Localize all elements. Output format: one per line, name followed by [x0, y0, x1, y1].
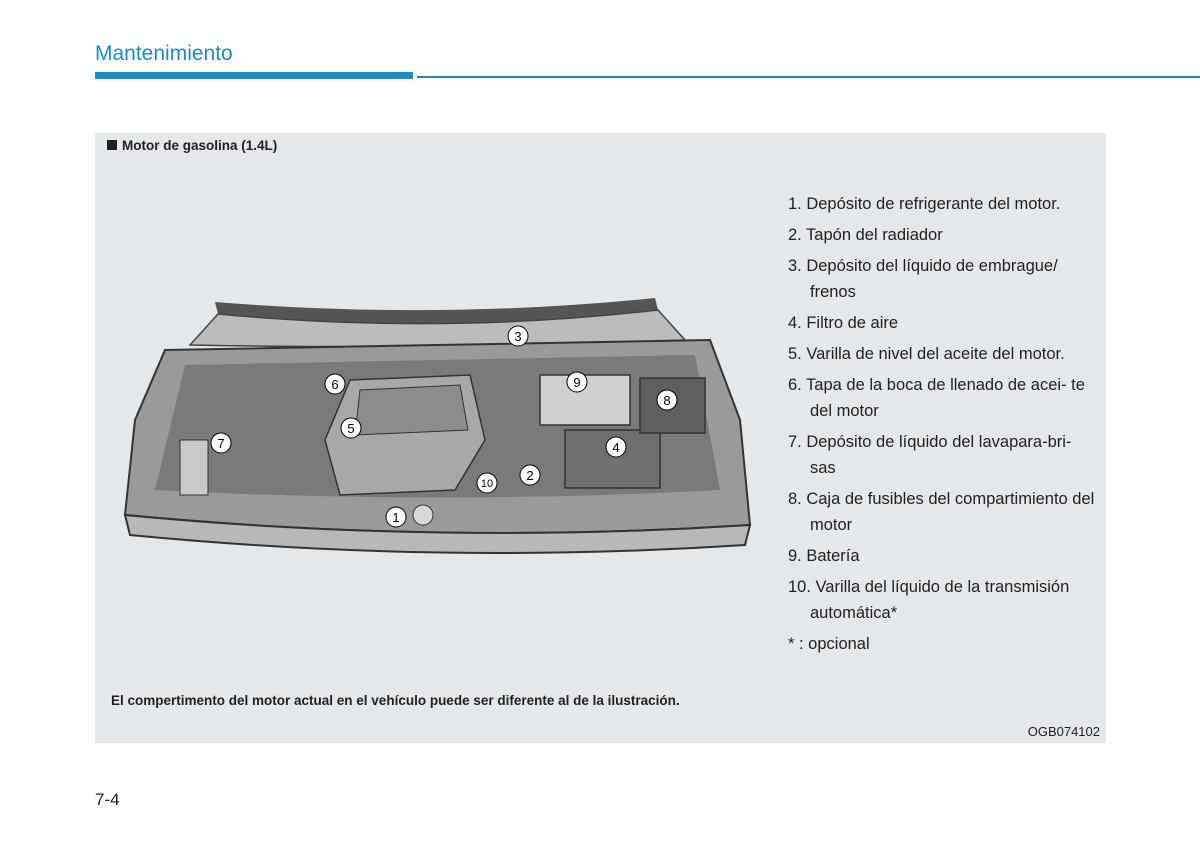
section-title: Mantenimiento [95, 42, 233, 65]
svg-text:1: 1 [392, 510, 400, 525]
legend-item: 5. Varilla de nivel del aceite del motor. [788, 345, 1065, 363]
callout-2 [520, 465, 540, 485]
callout-4 [606, 437, 626, 457]
figure-code: OGB074102 [1027, 724, 1100, 739]
engine-bay-illustration [110, 290, 760, 570]
legend-item: 7. Depósito de líquido del lavapara-bri- sas [788, 433, 1072, 477]
legend-item: 2. Tapón del radiador [788, 226, 943, 244]
legend-item: 9. Batería [788, 547, 860, 565]
legend-list [788, 191, 1098, 662]
page-number: 7-4 [95, 790, 120, 809]
callout-7 [211, 433, 231, 453]
callout-5 [341, 418, 361, 438]
header-rule-thick [95, 72, 413, 79]
figure-caption-text: Motor de gasolina (1.4L) [122, 138, 278, 153]
legend-item: 4. Filtro de aire [788, 314, 899, 332]
svg-text:5: 5 [347, 421, 355, 436]
legend-item: 8. Caja de fusibles del compartimiento del motor [788, 490, 1095, 534]
svg-text:3: 3 [514, 329, 522, 344]
callout-9 [567, 372, 587, 392]
svg-text:2: 2 [526, 468, 534, 483]
legend-item: 6. Tapa de la boca de llenado de acei- te del motor [788, 376, 1085, 420]
legend-item: 10. Varilla del líquido de la transmisión automática* [788, 578, 1070, 622]
header-rule-thin [417, 76, 1200, 78]
callout-6 [325, 374, 345, 394]
legend-item: 1. Depósito de refrigerante del motor. [788, 195, 1061, 213]
bullet-square-icon [107, 140, 117, 150]
svg-text:7: 7 [217, 436, 225, 451]
callout-1 [386, 507, 406, 527]
svg-text:10: 10 [480, 478, 494, 490]
svg-text:9: 9 [573, 375, 581, 390]
legend-item: * : opcional [788, 635, 870, 653]
svg-text:6: 6 [331, 377, 339, 392]
callout-10 [477, 473, 497, 493]
callout-3 [508, 326, 528, 346]
callout-8 [657, 390, 677, 410]
figure-caption [107, 138, 277, 153]
legend-item: 3. Depósito del líquido de embrague/ frenos [788, 257, 1058, 301]
figure-note: El compertimento del motor actual en el vehículo puede ser diferente al de la ilustración. [111, 693, 680, 708]
svg-text:4: 4 [612, 440, 620, 455]
svg-text:8: 8 [663, 393, 671, 408]
